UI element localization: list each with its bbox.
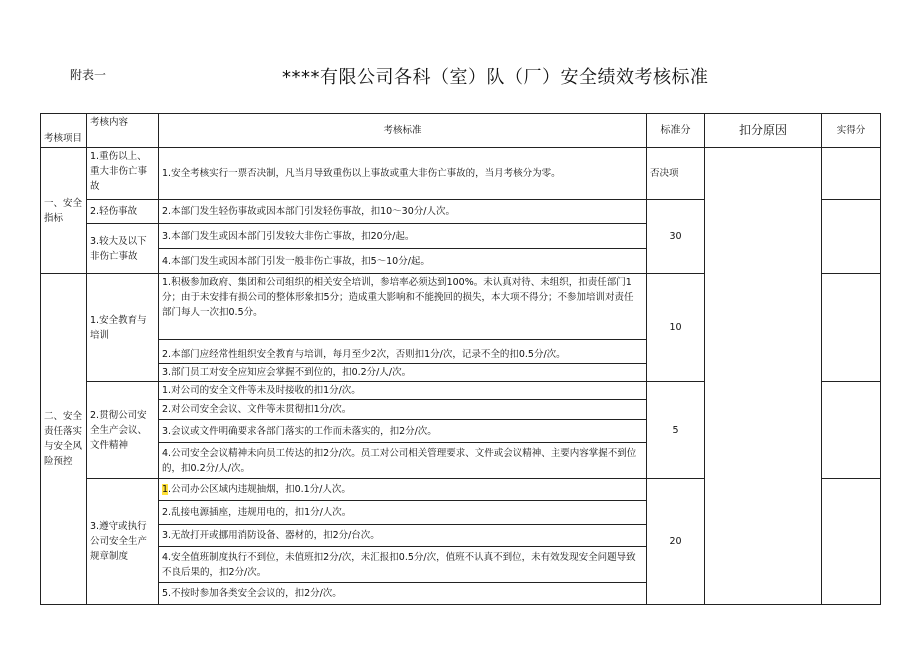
actual-score-cell[interactable] bbox=[822, 274, 881, 382]
document-title: ****有限公司各科（室）队（厂）安全绩效考核标准 bbox=[282, 67, 709, 88]
content-cell: 1.重伤以上、重大非伤亡事故 bbox=[87, 148, 159, 200]
actual-score-cell[interactable] bbox=[822, 148, 881, 200]
standard-cell: 4.公司安全会议精神未向员工传达的扣2分/次。员工对公司相关管理要求、文件或会议精神、主要内容掌握不到位的，扣0.2分/人/次。 bbox=[159, 443, 647, 479]
standard-cell: 2.乱接电源插座，违规用电的，扣1分/人次。 bbox=[159, 501, 647, 525]
actual-score-cell[interactable] bbox=[822, 382, 881, 479]
score-cell: 5 bbox=[647, 382, 705, 479]
content-cell: 2.贯彻公司安全生产会议、文件精神 bbox=[87, 382, 159, 479]
standard-cell: 3.会议或文件明确要求各部门落实的工作而未落实的，扣2分/次。 bbox=[159, 420, 647, 443]
content-cell: 1.安全教育与培训 bbox=[87, 274, 159, 382]
content-cell: 3.较大及以下非伤亡事故 bbox=[87, 224, 159, 274]
score-cell: 否决项 bbox=[647, 148, 705, 200]
header-score: 标准分 bbox=[647, 114, 705, 148]
standard-cell: 4.安全值班制度执行不到位，未值班扣2分/次，未汇报扣0.5分/次，值班不认真不到位，未有效发现安全问题导致不良后果的，扣2分/次。 bbox=[159, 547, 647, 583]
standard-cell bbox=[159, 479, 647, 501]
score-cell: 20 bbox=[647, 479, 705, 605]
standard-cell: 5.不按时参加各类安全会议的，扣2分/次。 bbox=[159, 583, 647, 605]
actual-score-cell[interactable] bbox=[822, 479, 881, 605]
standard-cell: 1.积极参加政府、集团和公司组织的相关安全培训，参培率必须达到100%。未认真对待、未组织，扣责任部门1分；由于未安排有损公司的整体形象扣5分；造成重大影响和不能挽回的损失，本大项不得分；不参加培训对责任部门每人一次扣0.5分。 bbox=[159, 274, 647, 340]
content-cell: 3.遵守或执行公司安全生产规章制度 bbox=[87, 479, 159, 605]
table-header-row bbox=[41, 114, 881, 148]
section-item: 一、安全指标 bbox=[41, 148, 87, 274]
deduct-reason-cell[interactable] bbox=[705, 148, 822, 605]
score-cell: 30 bbox=[647, 200, 705, 274]
annex-label: 附表一 bbox=[70, 68, 107, 82]
standard-cell: 2.本部门发生轻伤事故或因本部门引发轻伤事故，扣10～30分/人次。 bbox=[159, 200, 647, 224]
header-content: 考核内容 bbox=[87, 114, 159, 148]
actual-score-cell[interactable] bbox=[822, 200, 881, 274]
standard-cell: 2.本部门应经常性组织安全教育与培训，每月至少2次，否则扣1分/次，记录不全的扣0.5分/次。 bbox=[159, 340, 647, 364]
header-item: 考核项目 bbox=[41, 114, 87, 148]
standard-cell: 3.本部门发生或因本部门引发较大非伤亡事故，扣20分/起。 bbox=[159, 224, 647, 249]
assessment-table bbox=[40, 113, 881, 605]
header-actual-score: 实得分 bbox=[822, 114, 881, 148]
header-deduct-reason: 扣分原因 bbox=[705, 114, 822, 148]
standard-cell: 4.本部门发生或因本部门引发一般非伤亡事故，扣5～10分/起。 bbox=[159, 249, 647, 274]
score-cell: 10 bbox=[647, 274, 705, 382]
table-row bbox=[41, 148, 881, 200]
standard-cell: 3.无故打开或挪用消防设备、器材的，扣2分/台次。 bbox=[159, 525, 647, 547]
header-standard: 考核标准 bbox=[159, 114, 647, 148]
standard-cell: 3.部门员工对安全应知应会掌握不到位的，扣0.2分/人/次。 bbox=[159, 364, 647, 382]
standard-cell: 1.对公司的安全文件等未及时接收的扣1分/次。 bbox=[159, 382, 647, 400]
content-cell: 2.轻伤事故 bbox=[87, 200, 159, 224]
highlight-mark: 1 bbox=[162, 484, 169, 495]
standard-text: .公司办公区域内违规抽烟，扣0.1分/人次。 bbox=[168, 484, 351, 495]
standard-cell: 2.对公司安全会议、文件等未贯彻扣1分/次。 bbox=[159, 400, 647, 420]
section-item: 二、安全责任落实与安全风险预控 bbox=[41, 274, 87, 605]
standard-cell: 1.安全考核实行一票否决制，凡当月导致重伤以上事故或重大非伤亡事故的，当月考核分为零。 bbox=[159, 148, 647, 200]
